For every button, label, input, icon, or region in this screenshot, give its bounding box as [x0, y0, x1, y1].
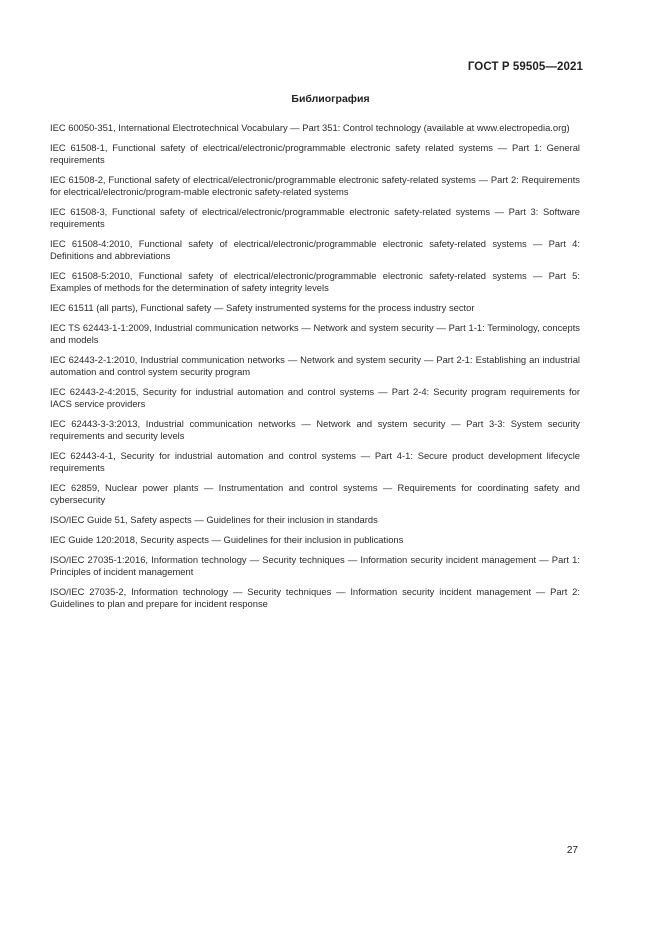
document-code: ГОСТ Р 59505—2021: [467, 61, 583, 73]
bibliography-entry: IEC 60050-351, International Electrotechnical Vocabulary — Part 351: Control technology (available at www.electropedia.org): [50, 122, 570, 133]
bibliography-entry: IEC Guide 120:2018, Security aspects — Guidelines for their inclusion in publications: [50, 534, 404, 546]
bibliography-entry: IEC 61508-5:2010, Functional safety of electrical/electronic/programmable electronic safety-related systems — Part 5: Examples of methods for the determination of safety integrity levels: [50, 270, 580, 293]
bibliography-entry: IEC 61508-2, Functional safety of electrical/electronic/programmable electronic safety-related systems — Part 2: Requirements for electrical/electronic/program-mable electronic safety-related systems: [50, 174, 580, 197]
page-number: 27: [566, 845, 578, 856]
bibliography-entry: ISO/IEC Guide 51, Safety aspects — Guidelines for their inclusion in standards: [50, 514, 378, 526]
bibliography-entry: IEC 62443-3-3:2013, Industrial communication networks — Network and system security — Part 3-3: System security requirements and security levels: [50, 418, 580, 442]
bibliography-entry: IEC 61511 (all parts), Functional safety — Safety instrumented systems for the process industry sector: [50, 302, 475, 314]
bibliography-entry: IEC 61508-4:2010, Functional safety of electrical/electronic/programmable electronic safety-related systems — Part 4: Definitions and abbreviations: [50, 238, 580, 261]
bibliography-entry: IEC 61508-1, Functional safety of electrical/electronic/programmable electronic safety related systems — Part 1: General requirements: [50, 142, 580, 165]
bibliography-entry: IEC 62443-4-1, Security for industrial automation and control systems — Part 4-1: Secure product development lifecycle requirements: [50, 450, 580, 474]
bibliography-title: Библиография: [291, 93, 370, 105]
bibliography-entry: IEC 62443-2-1:2010, Industrial communication networks — Network and system security — Part 2-1: Establishing an industrial automation and control system security program: [50, 354, 580, 378]
bibliography-list: [50, 122, 580, 618]
bibliography-entry: ISO/IEC 27035-2, Information technology — Security techniques — Information security incident management — Part 2: Guidelines to plan and prepare for incident response: [50, 586, 580, 610]
bibliography-entry: ISO/IEC 27035-1:2016, Information technology — Security techniques — Information security incident management — Part 1: Principles of incident management: [50, 554, 580, 578]
bibliography-entry: IEC TS 62443-1-1:2009, Industrial communication networks — Network and system security — Part 1-1: Terminology, concepts and models: [50, 322, 580, 346]
bibliography-entry: IEC 62443-2-4:2015, Security for industrial automation and control systems — Part 2-4: Security program requirements for IACS service providers: [50, 386, 580, 410]
bibliography-entry: IEC 61508-3, Functional safety of electrical/electronic/programmable electronic safety-related systems — Part 3: Software requirements: [50, 206, 580, 229]
bibliography-entry: IEC 62859, Nuclear power plants — Instrumentation and control systems — Requirements for coordinating safety and cybersecurity: [50, 482, 580, 506]
